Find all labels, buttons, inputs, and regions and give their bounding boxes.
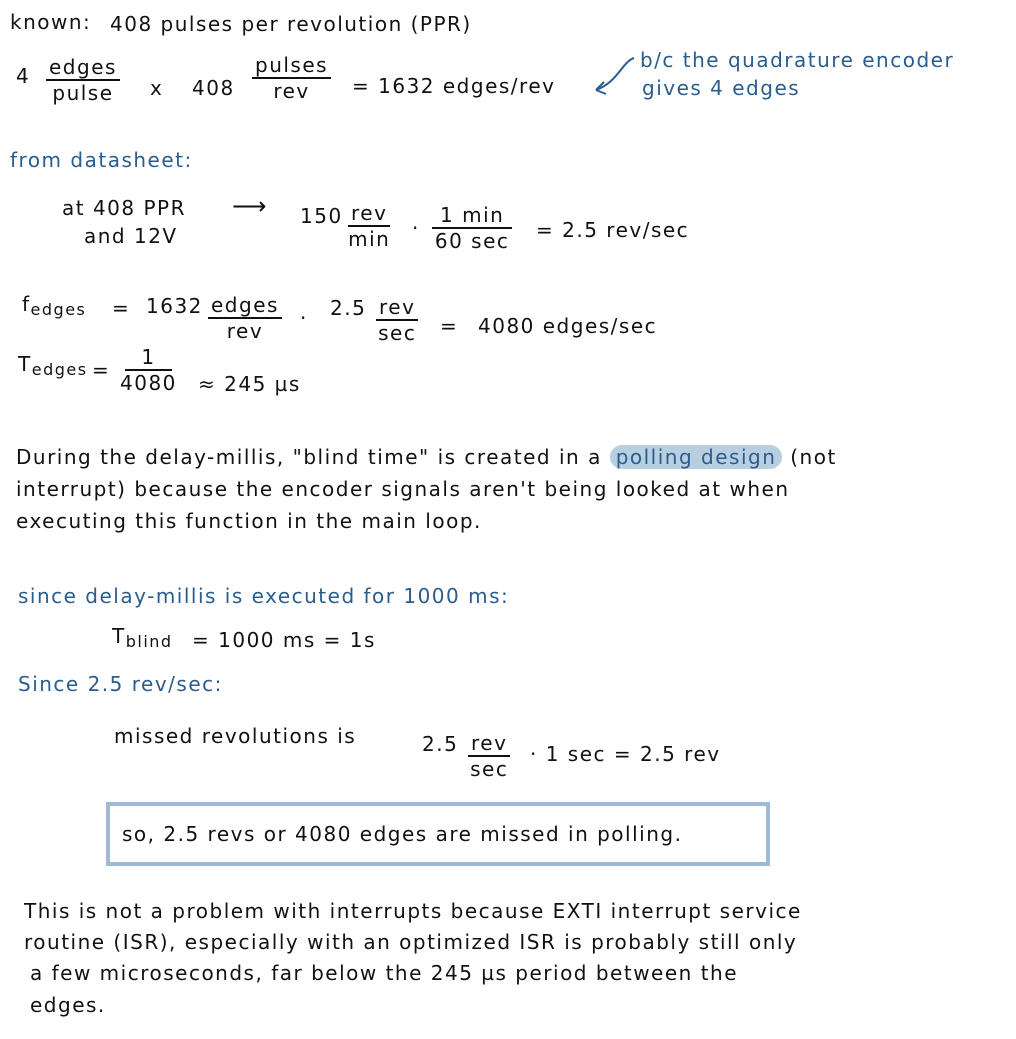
fedges-symbol: f <box>22 292 31 316</box>
missed-rate-fraction <box>468 732 510 780</box>
fedges-value: 1632 <box>146 294 203 318</box>
blind-time-line1-text: During the delay-millis, "blind time" is created in a <box>16 445 602 469</box>
fedges-equals: = <box>112 296 131 320</box>
tedges-result: ≈ 245 µs <box>198 372 301 396</box>
edges-per-pulse-fraction <box>46 56 120 104</box>
final-line4: edges. <box>30 993 106 1017</box>
tblind-label <box>112 624 173 654</box>
fedges-rate-value: 2.5 <box>330 296 367 320</box>
fraction-denominator: rev <box>273 79 310 103</box>
fraction-numerator: 1 min <box>432 204 512 229</box>
fraction-denominator: min <box>348 227 391 251</box>
quadrature-note-line2: gives 4 edges <box>642 76 801 100</box>
pulses-per-rev-fraction <box>252 54 331 102</box>
tblind-symbol: T <box>112 624 126 648</box>
missed-revolutions-label: missed revolutions is <box>114 724 357 748</box>
min-to-sec-fraction <box>432 204 512 252</box>
multiply-dot: · <box>300 306 308 330</box>
fraction-denominator: sec <box>378 321 417 345</box>
edges-per-rev-fraction <box>208 294 282 342</box>
fraction-numerator: rev <box>348 202 390 227</box>
tedges-subscript: edges <box>31 360 88 379</box>
tedges-label <box>18 352 88 382</box>
fraction-denominator: 60 sec <box>434 229 510 253</box>
fraction-denominator: 4080 <box>120 371 177 395</box>
fedges-subscript: edges <box>30 300 87 319</box>
datasheet-at-label: at 408 PPR <box>62 196 187 220</box>
missed-rate-value: 2.5 <box>422 732 459 756</box>
quadrature-note-line1: b/c the quadrature encoder <box>640 48 955 72</box>
ppr-value: 408 <box>192 76 235 100</box>
period-fraction <box>120 346 177 394</box>
fraction-numerator: pulses <box>252 54 331 79</box>
edges-factor: 4 <box>16 64 31 88</box>
fraction-numerator: edges <box>46 56 120 81</box>
datasheet-heading: from datasheet: <box>10 148 193 172</box>
fraction-numerator: 1 <box>125 346 171 371</box>
datasheet-and-label: and 12V <box>84 224 178 248</box>
blind-time-line3: executing this function in the main loop. <box>16 509 482 533</box>
fraction-numerator: edges <box>208 294 282 319</box>
known-text: 408 pulses per revolution (PPR) <box>110 12 472 36</box>
right-arrow-icon: ⟶ <box>232 192 268 220</box>
known-label: known: <box>10 10 92 34</box>
blind-time-line1 <box>16 442 837 473</box>
conclusion-box <box>106 802 770 866</box>
fraction-numerator: rev <box>468 732 510 757</box>
fraction-numerator: rev <box>376 296 418 321</box>
fraction-denominator: pulse <box>52 81 114 105</box>
tedges-equals: = <box>92 358 111 382</box>
curved-arrow-icon <box>582 52 642 102</box>
edges-per-rev-result: = 1632 edges/rev <box>352 74 556 98</box>
fraction-denominator: sec <box>470 757 509 781</box>
multiply-dot: · <box>412 216 420 240</box>
final-line2: routine (ISR), especially with an optimized ISR is probably still only <box>24 930 798 954</box>
delay-heading: since delay-millis is executed for 1000 ms: <box>18 584 510 608</box>
blind-time-line1-end: (not <box>790 445 837 469</box>
rev-per-sec-result: = 2.5 rev/sec <box>536 218 690 242</box>
fraction-denominator: rev <box>226 319 264 343</box>
tblind-subscript: blind <box>125 632 173 651</box>
times-sign: x <box>150 76 164 100</box>
since-rate-heading: Since 2.5 rev/sec: <box>18 672 223 696</box>
rpm-value: 150 <box>300 204 343 228</box>
final-line1: This is not a problem with interrupts because EXTI interrupt service <box>24 899 802 923</box>
fedges-result: 4080 edges/sec <box>478 314 658 338</box>
fedges-label <box>22 292 86 322</box>
tblind-result: = 1000 ms = 1s <box>192 628 376 652</box>
missed-revolutions-result: · 1 sec = 2.5 rev <box>530 742 721 766</box>
rev-per-sec-fraction <box>376 296 418 344</box>
polling-design-highlight: polling design <box>610 445 783 469</box>
fedges-equals-2: = <box>440 314 459 338</box>
conclusion-text: so, 2.5 revs or 4080 edges are missed in polling. <box>122 822 683 846</box>
rev-per-min-fraction <box>348 202 390 250</box>
final-line3: a few microseconds, far below the 245 µs period between the <box>30 961 739 985</box>
tedges-symbol: T <box>18 352 32 376</box>
blind-time-line2: interrupt) because the encoder signals aren't being looked at when <box>16 477 790 501</box>
